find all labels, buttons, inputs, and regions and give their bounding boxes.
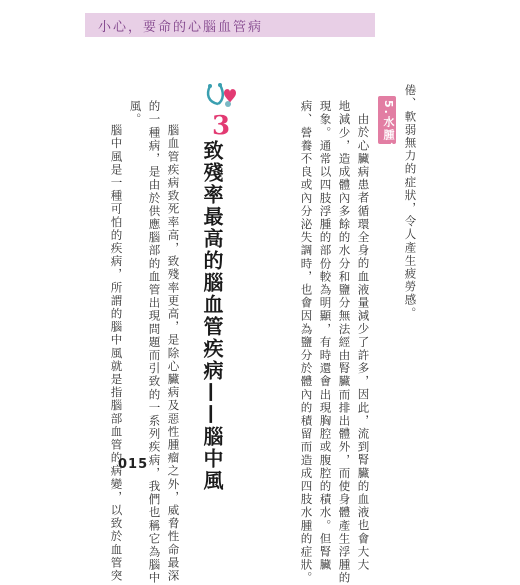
running-header: 小心，要命的心腦血管病 [98, 20, 264, 35]
text-line: 風。 [128, 100, 143, 127]
text-line: 地減少，造成體內多餘的水分和鹽分無法經由腎臟而排出體外，而使身體產生浮腫的 [337, 100, 352, 585]
text-line: 病、營養不良或內分泌失調時，也會因為鹽分於體內的積留而造成四肢水腫的症狀。 [299, 100, 314, 585]
tag-label: 5.水腫： [382, 100, 395, 155]
text-line: 由於心臟病患者循環全身的血液量減少了許多，因此，流到腎臟的血液也會大大 [356, 113, 371, 572]
text-line: 的一種病，是由於供應腦部的血管出現問題而引致的一系列疾病，我們也稱它為腦中 [147, 100, 162, 585]
text-line: 現象。通常以四肢浮腫的部份較為明顯，有時還會出現胸腔或腹腔的積水。但腎臟 [318, 100, 333, 572]
page-number: 015 [118, 457, 149, 472]
text-line: 倦、軟弱無力的症狀，令人產生疲勞感。 [403, 84, 418, 320]
section-title: 致殘率最高的腦血管疾病——腦中風 [200, 140, 224, 492]
text-line: 腦血管疾病致死率高，致殘率更高，是除心臟病及惡性腫瘤之外，威脅性命最深 [166, 124, 181, 583]
text-line: 腦中風是一種可怕的疾病，所謂的腦中風就是指腦部血管的病變，以致於血管突 [109, 124, 124, 583]
section-number: 3 [212, 111, 231, 141]
stethoscope-heart-icon [204, 82, 240, 112]
